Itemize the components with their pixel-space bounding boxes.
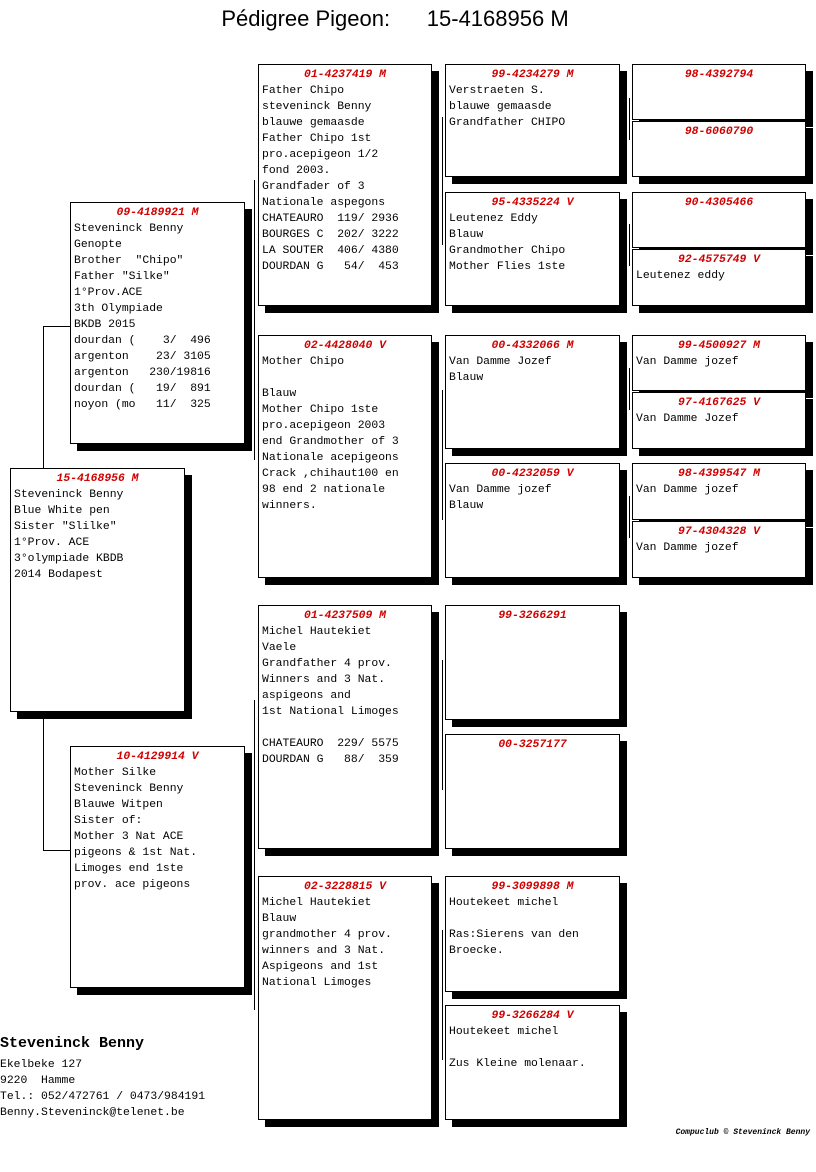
card-text: Houtekeet michel Ras:Sierens van den Broecke. [449, 897, 579, 957]
card-text: Michel Hautekiet Blauw grandmother 4 prov. winners and 3 Nat. Aspigeons and 1st National Limoges [262, 897, 392, 989]
page-title: Pédigree Pigeon: 15-4168956 M [221, 6, 569, 31]
card-text: Father Chipo steveninck Benny blauwe gemaasde Father Chipo 1st pro.acepigeon 1/2 fond 2003. Grandfader of 3 Nationale aspegons CHATEAURO 119/ 2936 BOURGES C 202/ 3222 LA SOUTER 406/ 4380 DOURDAN G 54/ 453 [262, 85, 399, 273]
ring-number: 00-4332066 M [491, 340, 574, 352]
card-text: Van Damme Jozef Blauw [449, 356, 552, 384]
card-text: Leutenez eddy [636, 270, 725, 282]
ring-number: 97-4167625 V [677, 397, 761, 409]
card-text: Steveninck Benny Genopte Brother "Chipo" Father "Silke" 1°Prov.ACE 3th Olympiade BKDB 2015 dourdan ( 3/ 496 argenton 23/ 3105 argenton 230/19816 dourdan ( 19/ 891 noyon (mo 11/ 325 [74, 223, 211, 411]
ring-number: 00-4232059 V [491, 468, 574, 480]
ring-number: 99-4234279 M [491, 69, 574, 81]
ring-number: 02-3228815 V [303, 881, 387, 893]
ring-number: 95-4335224 V [491, 197, 574, 209]
card-text: Mother Silke Steveninck Benny Blauwe Witpen Sister of: Mother 3 Nat ACE pigeons & 1st Nat. Limoges end 1ste prov. ace pigeons [74, 767, 198, 891]
pedigree-card-g5-2 [632, 121, 806, 177]
connector-line [254, 180, 255, 460]
ring-number: 92-4575749 V [677, 254, 761, 266]
ring-number: 09-4189921 M [116, 207, 199, 219]
pedigree-card-g5-6 [632, 392, 806, 449]
pedigree-card-mother-father [258, 605, 432, 849]
pedigree-card-mother-mother [258, 876, 432, 1120]
ring-number: 01-4237509 M [303, 610, 387, 622]
connector-line [442, 660, 443, 790]
connector-line [254, 700, 255, 1010]
ring-number: 99-3266291 [498, 610, 567, 622]
pedigree-card-g5-8 [632, 521, 806, 578]
card-text: Van Damme jozef [636, 484, 739, 496]
owner-email[interactable]: Benny.Steveninck@telenet.be [0, 1107, 185, 1119]
pedigree-card-ffm [445, 192, 620, 306]
connector-line [629, 496, 630, 538]
card-text: Mother Chipo Blauw Mother Chipo 1ste pro.acepigeon 2003 end Grandmother of 3 Nationale acepigeons Crack ,chihaut100 en 98 end 2 nationale winners. [262, 356, 399, 512]
pedigree-card-subject [10, 468, 185, 712]
ring-number: 15-4168956 M [56, 473, 139, 485]
pedigree-card-g5-5 [632, 335, 806, 391]
ring-number: 97-4304328 V [677, 526, 761, 538]
card-text: Van Damme Jozef [636, 413, 739, 425]
ring-number: 98-6060790 [684, 126, 754, 138]
credit-text: Compuclub © Steveninck Benny [675, 1128, 810, 1137]
card-text: Van Damme jozef Blauw [449, 484, 552, 512]
pedigree-card-father [70, 202, 245, 444]
owner-address: Ekelbeke 127 [0, 1059, 83, 1071]
pedigree-card-mmm [445, 1005, 620, 1120]
connector-line [43, 326, 44, 468]
card-text: Van Damme jozef [636, 356, 739, 368]
ring-number: 10-4129914 V [116, 751, 199, 763]
owner-name: Steveninck Benny [0, 1035, 145, 1052]
pedigree-card-g5-7 [632, 463, 806, 520]
connector-line [442, 117, 443, 245]
card-text: Houtekeet michel Zus Kleine molenaar. [449, 1026, 586, 1070]
card-text: Steveninck Benny Blue White pen Sister "Slilke" 1°Prov. ACE 3°olympiade KBDB 2014 Bodapest [14, 489, 124, 581]
connector-line [43, 850, 70, 851]
pedigree-card-g5-4 [632, 249, 806, 306]
card-text: Leutenez Eddy Blauw Grandmother Chipo Mother Flies 1ste [449, 213, 566, 273]
card-text: Van Damme jozef [636, 542, 739, 554]
connector-line [43, 712, 44, 850]
pedigree-card-g5-3 [632, 192, 806, 248]
pedigree-card-father-father [258, 64, 432, 306]
ring-number: 01-4237419 M [303, 69, 387, 81]
pedigree-card-mmf [445, 876, 620, 992]
connector-line [629, 368, 630, 410]
owner-phone: Tel.: 052/472761 / 0473/984191 [0, 1091, 206, 1103]
card-text: Michel Hautekiet Vaele Grandfather 4 prov. Winners and 3 Nat. aspigeons and 1st National Limoges CHATEAURO 229/ 5575 DOURDAN G 88/ 359 [262, 626, 399, 766]
card-text: Verstraeten S. blauwe gemaasde Grandfather CHIPO [449, 85, 566, 129]
connector-line [43, 326, 70, 327]
ring-number: 02-4428040 V [303, 340, 387, 352]
ring-number: 99-3099898 M [491, 881, 574, 893]
pedigree-card-fmm [445, 463, 620, 578]
ring-number: 99-4500927 M [677, 340, 761, 352]
pedigree-card-mother [70, 746, 245, 988]
pedigree-card-fff [445, 64, 620, 177]
pedigree-card-father-mother [258, 335, 432, 578]
pedigree-card-mff [445, 605, 620, 720]
pedigree-card-fmf [445, 335, 620, 449]
connector-line [629, 224, 630, 266]
owner-info [0, 1035, 205, 1121]
owner-city: 9220 Hamme [0, 1075, 76, 1087]
pedigree-card-mfm [445, 734, 620, 849]
ring-number: 00-3257177 [498, 739, 567, 751]
connector-line [442, 390, 443, 520]
connector-line [442, 930, 443, 1060]
ring-number: 99-3266284 V [491, 1010, 574, 1022]
pedigree-card-g5-1 [632, 64, 806, 120]
ring-number: 90-4305466 [684, 197, 754, 209]
connector-line [629, 98, 630, 140]
ring-number: 98-4392794 [684, 69, 754, 81]
ring-number: 98-4399547 M [677, 468, 761, 480]
